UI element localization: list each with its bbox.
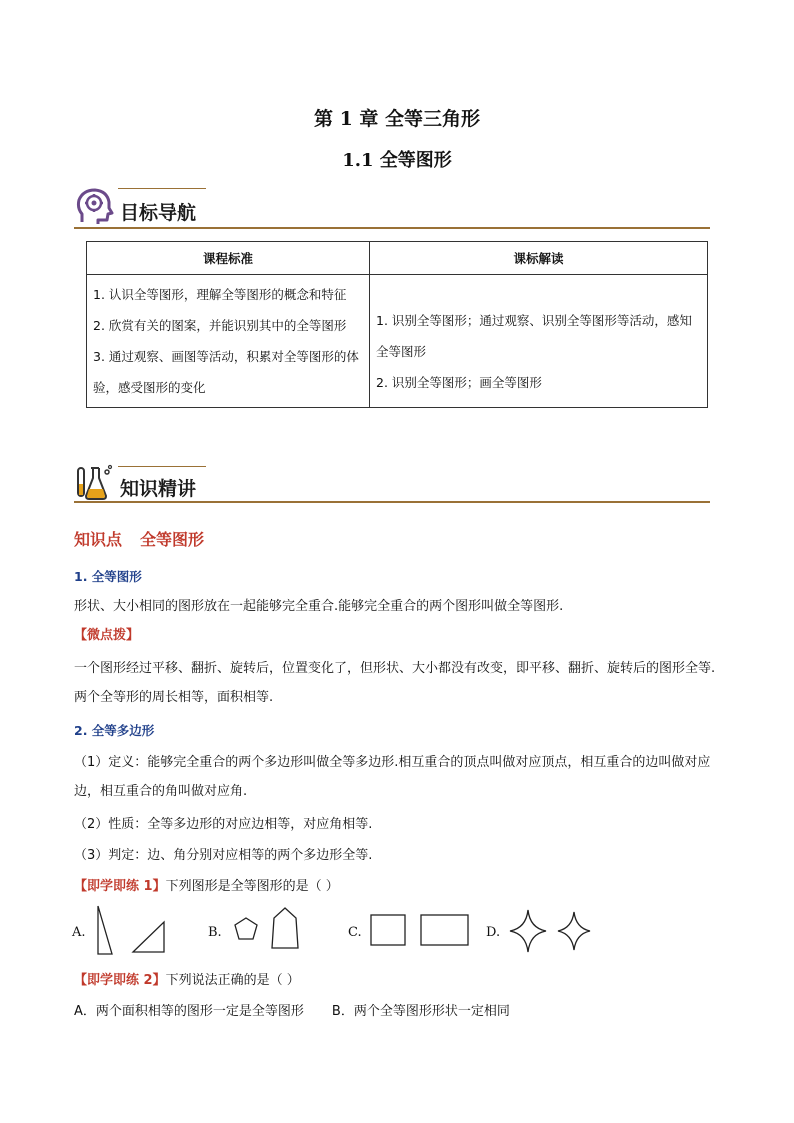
knowledge-point-name: 全等图形 [140,530,205,549]
standard-item: 1. 认识全等图形，理解全等图形的概念和特征 [93,287,347,302]
table-header-standards: 课程标准 [87,242,370,275]
banner-title: 知识精讲 [120,478,197,500]
option-c-rectangles [368,910,474,950]
knowledge-point-title [74,527,222,550]
knowledge-point-label: 知识点 [74,530,123,549]
interpretation-cell [370,275,708,408]
interpretation-item: 1. 识别全等图形；通过观察、识别全等图形等活动，感知全等图形 [376,313,692,359]
section2-item: （3）判定：边、角分别对应相等的两个多边形全等. [74,848,373,863]
section2-item: （2）性质：全等多边形的对应边相等，对应角相等. [74,817,373,832]
exercise-label: 【即学即练 2】 [74,973,166,988]
option-a: A．两个面积相等的图形一定是全等图形 [74,1004,304,1019]
goal-navigation-banner [74,186,710,234]
option-a-triangles [90,904,170,956]
option-b-pentagons [230,904,310,956]
knowledge-banner [74,462,710,510]
banner-underline [74,227,710,229]
interpretation-item: 2. 识别全等图形；画全等图形 [376,375,542,390]
chapter-title: 第 1 章 全等三角形 [313,108,481,130]
flask-icon [74,464,114,502]
exercise-label: 【即学即练 1】 [74,879,166,894]
exercise-question: 下列图形是全等图形的是（ ） [165,879,339,894]
standard-item: 2. 欣赏有关的图案，并能识别其中的全等图形 [93,318,347,333]
option-d-stars [506,908,596,954]
exercise2-options [74,997,724,1026]
banner-top-line [118,188,206,189]
section2-item: （1）定义：能够完全重合的两个多边形叫做全等多边形.相互重合的顶点叫做对应顶点，相互重合的边叫做对应边，相互重合的角叫做对应角. [74,755,711,799]
section1-definition: 形状、大小相同的图形放在一起能够完全重合.能够完全重合的两个图形叫做全等图形. [74,599,564,614]
brain-head-icon [74,186,114,226]
standards-table [86,241,708,408]
exercise1 [74,872,724,901]
banner-title: 目标导航 [120,202,197,224]
section2-heading: 2. 全等多边形 [74,723,155,738]
option-c-label: C. [348,925,362,940]
standard-item: 3. 通过观察、画图等活动，积累对全等图形的体验，感受图形的变化 [93,349,359,395]
table-header-interpretation: 课标解读 [370,242,708,275]
section1-heading: 1. 全等图形 [74,569,142,584]
standards-cell [87,275,370,408]
tip-label: 【微点拨】 [74,628,140,643]
exercise2 [74,966,724,995]
section-title: 1.1 全等图形 [342,150,452,171]
option-a-label: A. [72,925,86,940]
option-b-label: B. [208,925,222,940]
banner-top-line [118,466,206,467]
option-d-label: D. [486,925,501,940]
tip-text: 一个图形经过平移、翻折、旋转后，位置变化了，但形状、大小都没有改变，即平移、翻折、旋转后的图形全等.两个全等形的周长相等，面积相等. [74,661,716,705]
banner-underline [74,501,710,503]
exercise-question: 下列说法正确的是（ ） [165,973,300,988]
option-b: B．两个全等图形形状一定相同 [331,1004,510,1019]
